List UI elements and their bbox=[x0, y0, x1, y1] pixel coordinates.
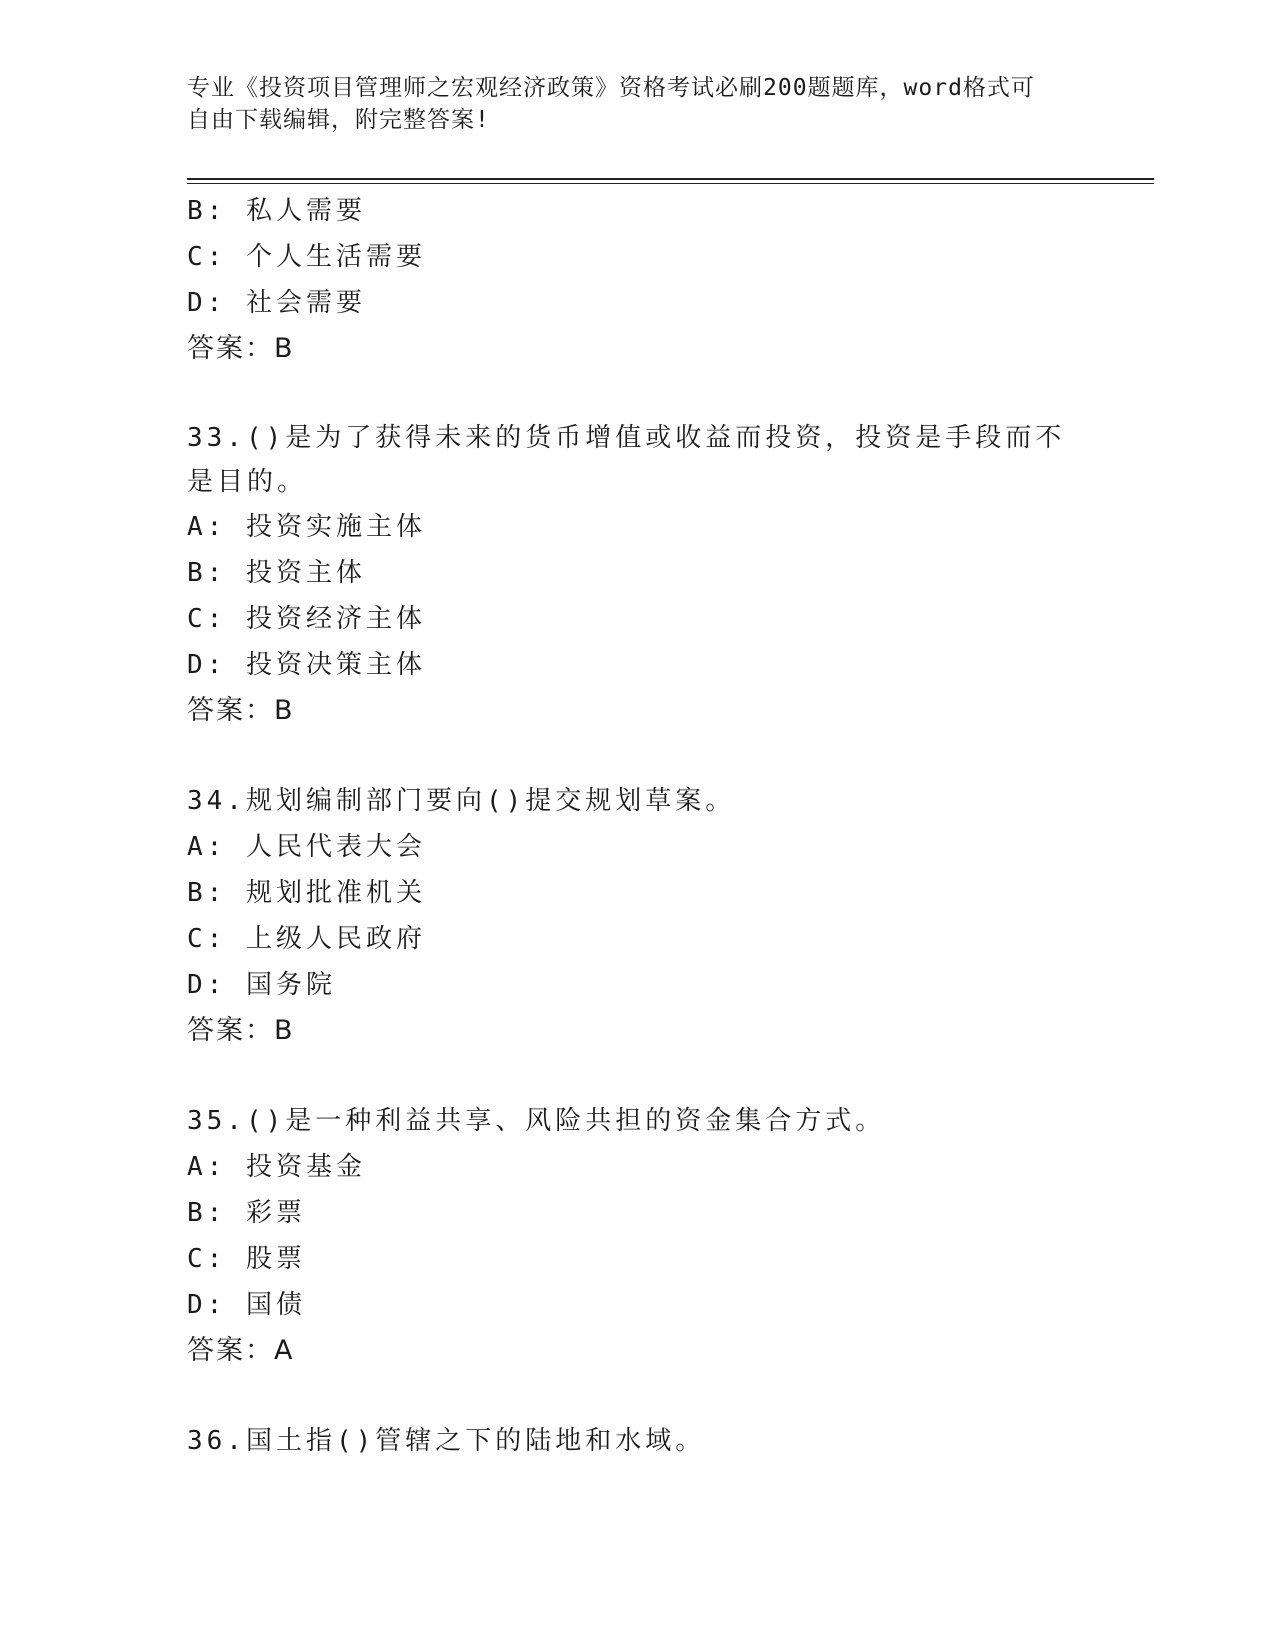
option-b: B: 规划批准机关 bbox=[187, 878, 426, 908]
option-b: B: 私人需要 bbox=[187, 196, 366, 226]
header-rule-thick bbox=[187, 178, 1154, 180]
option-c: C: 投资经济主体 bbox=[187, 604, 426, 634]
answer: 答案：B bbox=[187, 1015, 295, 1046]
question-text: 33.()是为了获得未来的货币增值或收益而投资，投资是手段而不是目的。 bbox=[187, 423, 1066, 497]
question-list bbox=[187, 188, 1087, 1464]
question-36 bbox=[187, 1418, 1087, 1464]
option-d: D: 国务院 bbox=[187, 970, 336, 1000]
option-d: D: 国债 bbox=[187, 1290, 306, 1320]
header-line-2: 自由下载编辑，附完整答案! bbox=[187, 107, 490, 133]
header-rule-thin bbox=[187, 183, 1154, 184]
answer: 答案：B bbox=[187, 333, 295, 364]
option-a: A: 人民代表大会 bbox=[187, 832, 426, 862]
question-32 bbox=[187, 188, 1087, 372]
question-text: 34.规划编制部门要向()提交规划草案。 bbox=[187, 786, 736, 816]
question-34 bbox=[187, 778, 1087, 1054]
option-c: C: 上级人民政府 bbox=[187, 924, 426, 954]
option-c: C: 个人生活需要 bbox=[187, 242, 426, 272]
question-35 bbox=[187, 1098, 1087, 1374]
option-d: D: 社会需要 bbox=[187, 288, 366, 318]
answer: 答案：B bbox=[187, 695, 295, 726]
header-line-1: 专业《投资项目管理师之宏观经济政策》资格考试必刷200题题库，word格式可 bbox=[187, 75, 1035, 101]
answer: 答案：A bbox=[187, 1335, 295, 1366]
option-c: C: 股票 bbox=[187, 1244, 306, 1274]
option-a: A: 投资实施主体 bbox=[187, 512, 426, 542]
question-text: 36.国土指()管辖之下的陆地和水域。 bbox=[187, 1426, 706, 1456]
question-33 bbox=[187, 416, 1087, 734]
document-header bbox=[187, 72, 1067, 136]
option-b: B: 彩票 bbox=[187, 1198, 306, 1228]
option-a: A: 投资基金 bbox=[187, 1152, 366, 1182]
question-text: 35.()是一种利益共享、风险共担的资金集合方式。 bbox=[187, 1106, 886, 1136]
option-b: B: 投资主体 bbox=[187, 558, 366, 588]
option-d: D: 投资决策主体 bbox=[187, 650, 426, 680]
